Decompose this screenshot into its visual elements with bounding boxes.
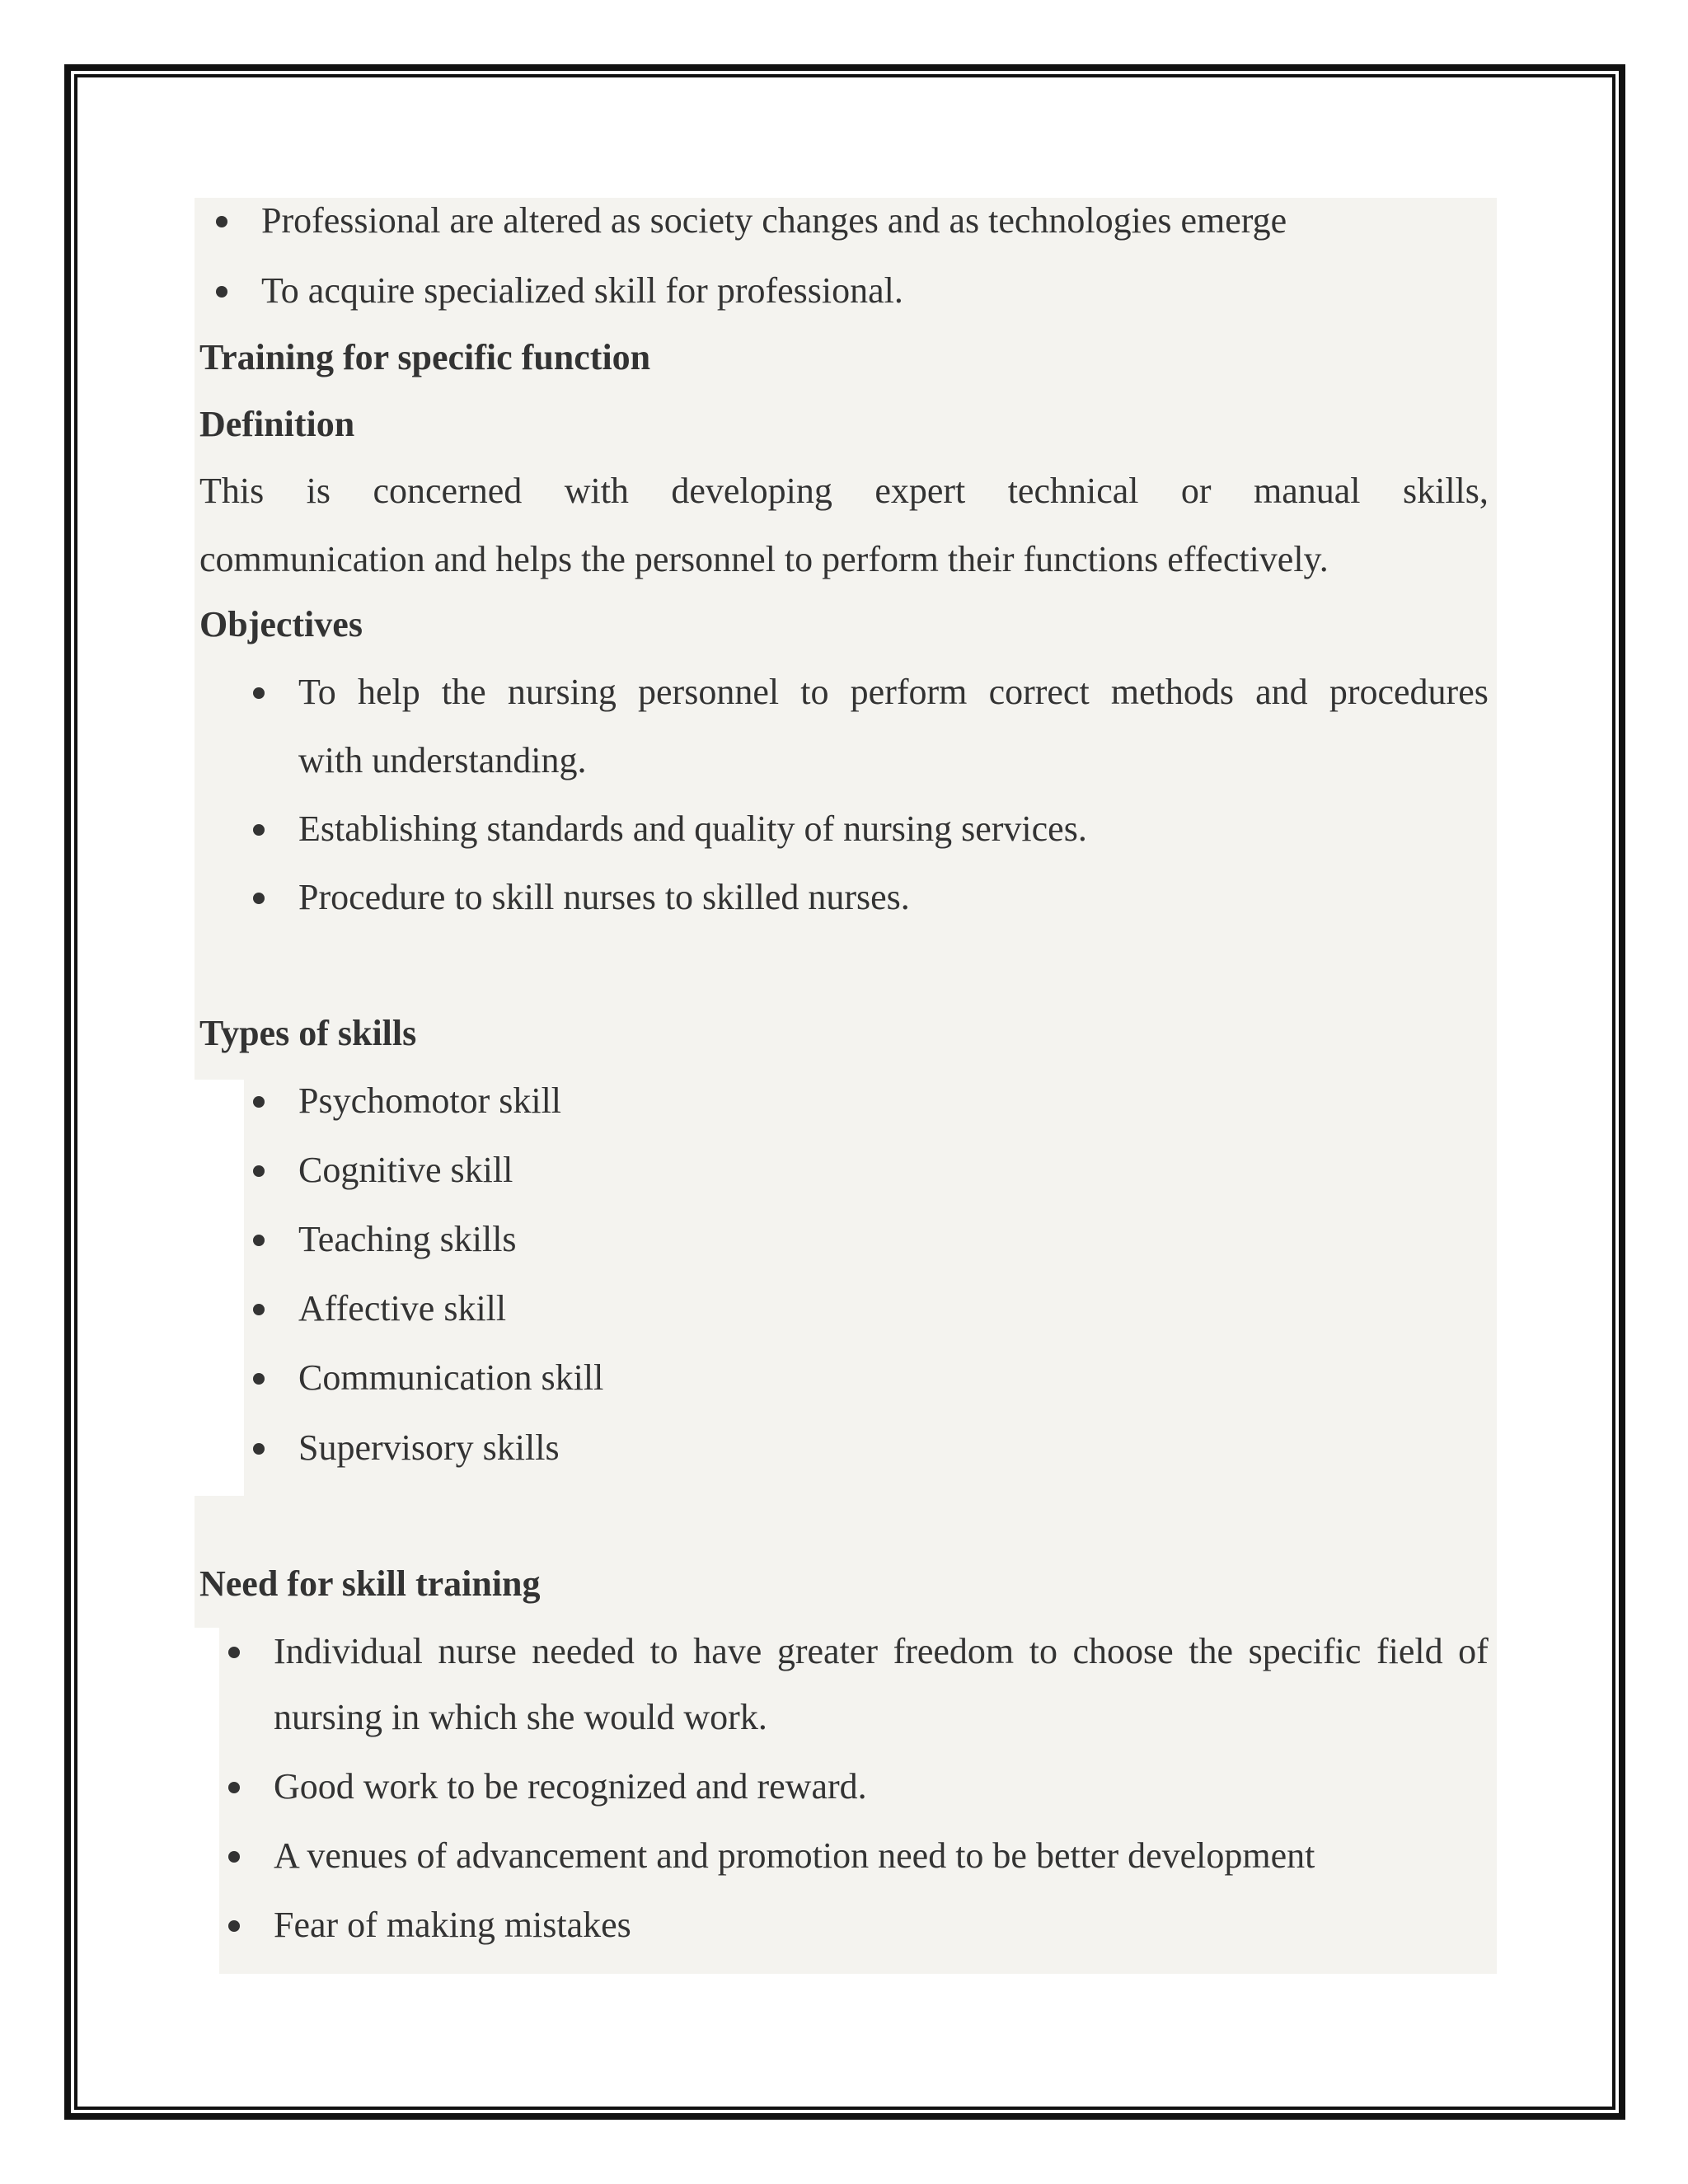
heading-types: Types of skills [199, 1013, 417, 1053]
bullet-icon [253, 893, 265, 904]
bullet-icon [253, 1373, 265, 1385]
objective-1-line-1: To help the nursing personnel to perform correct methods and procedures [298, 672, 1489, 712]
need-3: A venues of advancement and promotion need to be better development [274, 1835, 1315, 1876]
bullet-icon [228, 1851, 240, 1863]
objective-3: Procedure to skill nurses to skilled nurses. [298, 877, 910, 917]
bullet-icon [216, 286, 227, 298]
bullet-icon [253, 687, 265, 699]
heading-definition: Definition [199, 404, 355, 444]
need-1-line-1: Individual nurse needed to have greater freedom to choose the specific field of [274, 1631, 1489, 1671]
bullet-icon [228, 1782, 240, 1793]
objective-1-line-2: with understanding. [298, 740, 587, 780]
heading-objectives: Objectives [199, 604, 363, 644]
bullet-icon [253, 824, 265, 836]
bullet-icon [253, 1235, 265, 1246]
heading-need: Need for skill training [199, 1563, 541, 1604]
type-item: Cognitive skill [298, 1150, 513, 1190]
intro-bullet-2: To acquire specialized skill for professional. [261, 270, 903, 311]
need-4: Fear of making mistakes [274, 1905, 631, 1945]
type-item: Teaching skills [298, 1219, 517, 1259]
bullet-icon [228, 1647, 240, 1658]
bullet-icon [253, 1165, 265, 1177]
type-item: Supervisory skills [298, 1427, 560, 1468]
type-item: Psychomotor skill [298, 1080, 562, 1121]
type-item: Communication skill [298, 1357, 604, 1398]
definition-line-1: This is concerned with developing expert technical or manual skills, [199, 471, 1489, 511]
type-item: Affective skill [298, 1288, 507, 1329]
definition-line-2: communication and helps the personnel to perform their functions effectively. [199, 539, 1329, 579]
intro-bullet-1: Professional are altered as society changes and as technologies emerge [261, 200, 1287, 241]
need-1-line-2: nursing in which she would work. [274, 1697, 767, 1737]
bullet-icon [216, 216, 227, 227]
need-2: Good work to be recognized and reward. [274, 1766, 867, 1807]
bullet-icon [253, 1304, 265, 1315]
heading-training: Training for specific function [199, 337, 651, 377]
bullet-icon [228, 1920, 240, 1932]
bullet-icon [253, 1443, 265, 1455]
bullet-icon [253, 1096, 265, 1108]
objective-2: Establishing standards and quality of nursing services. [298, 808, 1087, 849]
